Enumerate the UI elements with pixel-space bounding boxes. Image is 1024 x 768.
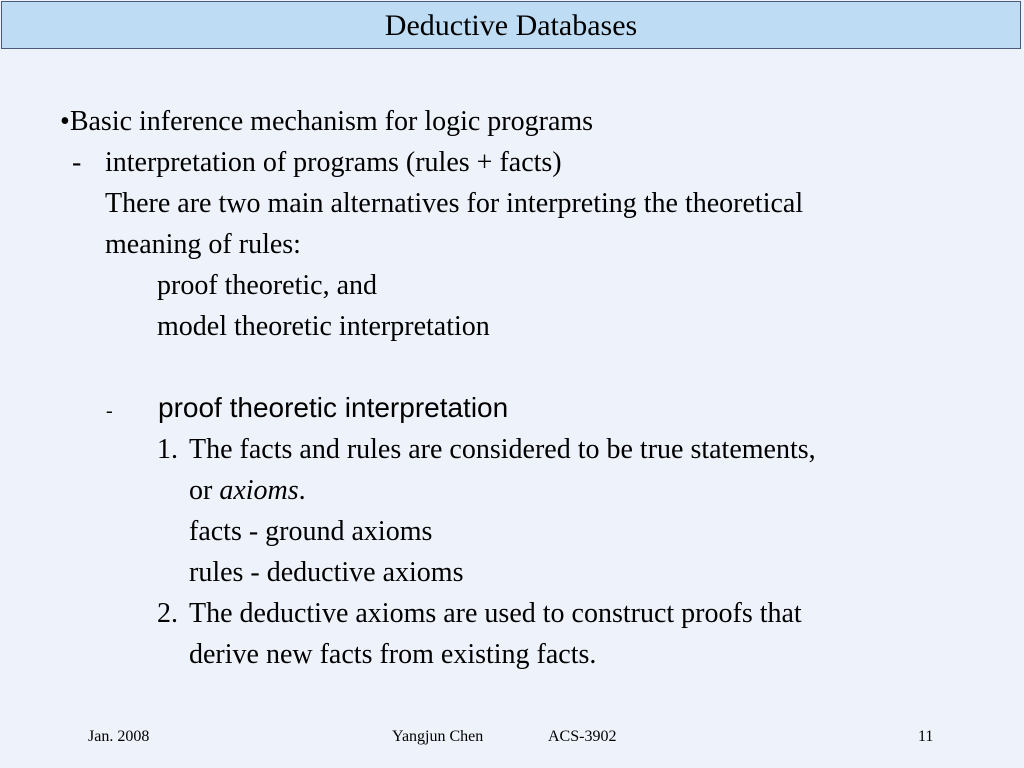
footer-page-number: 11: [918, 728, 934, 745]
footer-date: Jan. 2008: [88, 728, 150, 745]
bullet-marker: •: [60, 106, 70, 137]
alternative-1: proof theoretic, and: [157, 270, 378, 301]
footer-author: Yangjun Chen: [392, 728, 484, 745]
item-1-line-1: The facts and rules are considered to be true statements,: [189, 434, 816, 465]
paragraph-line-2: meaning of rules:: [105, 229, 301, 260]
sub-item-text: interpretation of programs (rules + facts): [105, 147, 562, 178]
footer-course: ACS-3902: [548, 728, 617, 745]
rules-line: rules - deductive axioms: [189, 557, 464, 588]
item-1-line-2-prefix: or: [189, 475, 220, 506]
section-heading: proof theoretic interpretation: [158, 392, 509, 423]
axioms-term: axioms: [219, 475, 299, 506]
item-2-number: 2.: [157, 598, 178, 629]
item-1-line-2: [189, 474, 306, 508]
item-1-number: 1.: [157, 434, 178, 465]
item-1-line-2-suffix: .: [298, 475, 306, 506]
item-2-line-2: derive new facts from existing facts.: [189, 639, 597, 670]
sub-dash: -: [72, 147, 82, 178]
alternative-2: model theoretic interpretation: [157, 311, 490, 342]
heading-dash: -: [106, 400, 113, 422]
bullet-text: Basic inference mechanism for logic programs: [69, 106, 594, 137]
slide-title: Deductive Databases: [384, 9, 638, 42]
item-2-line-1: The deductive axioms are used to construct proofs that: [189, 598, 802, 629]
bullet-line: [60, 105, 593, 139]
facts-line: facts - ground axioms: [189, 516, 433, 547]
paragraph-line-1: There are two main alternatives for interpreting the theoretical: [105, 188, 804, 219]
